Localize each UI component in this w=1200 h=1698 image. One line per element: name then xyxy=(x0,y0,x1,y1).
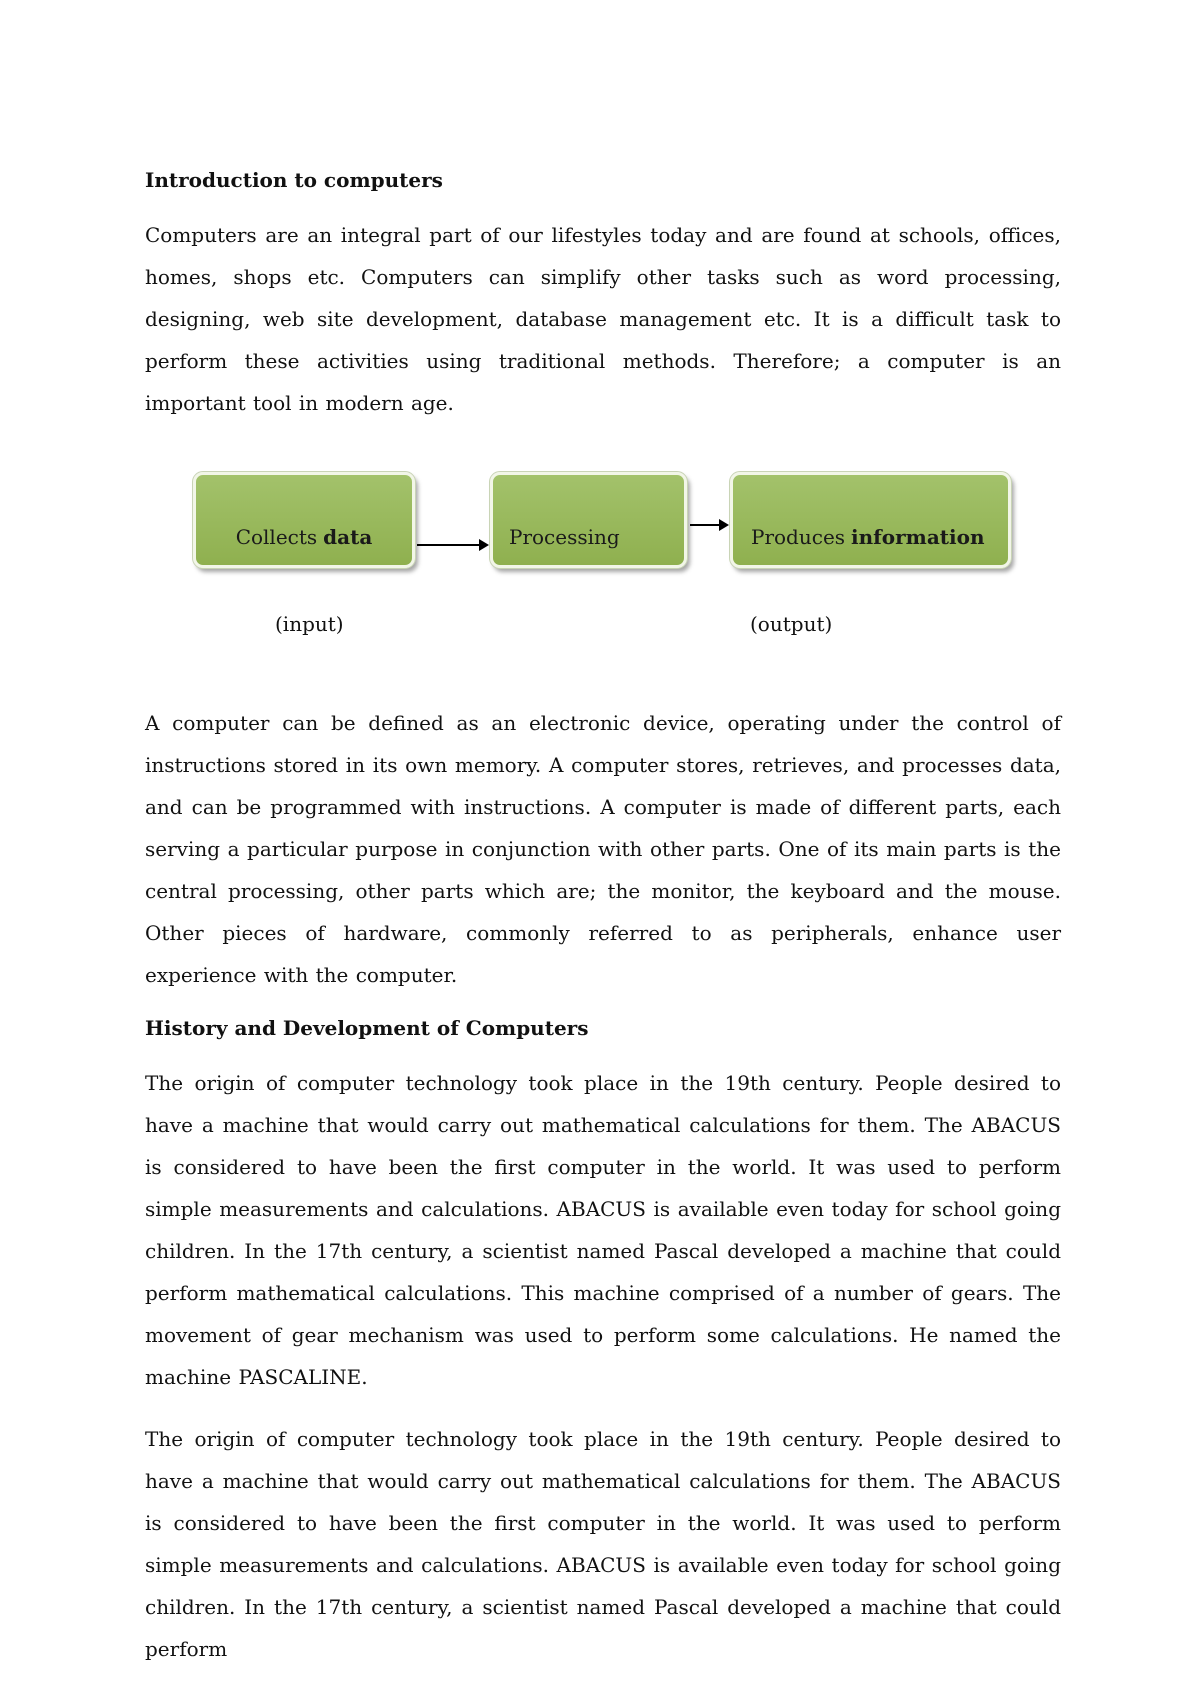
definition-paragraph: A computer can be defined as an electronic device, operating under the control of instructions stored in its own memory. A computer stores, retrieves, and processes data, and can be programmed with instructions. A computer is made of different parts, each serving a particular purpose in conjunction with other parts. One of its main parts is the central processing, other parts which are; the monitor, the keyboard and the mouse. Other pieces of hardware, commonly referred to as peripherals, enhance user experience with the computer. xyxy=(145,711,1061,987)
processing-label: Processing xyxy=(509,525,620,549)
section-title-introduction: Introduction to computers xyxy=(145,168,443,192)
information-label: information xyxy=(851,525,985,549)
arrow-right-icon xyxy=(417,544,487,546)
intro-paragraph: Computers are an integral part of our lifestyles today and are found at schools, offices, homes, shops etc. Computers can simplify other tasks such as word processing, designing, web site development, database management etc. It is a difficult task to perform these activities using traditional methods. Therefore; a computer is an important tool in modern age. xyxy=(145,223,1061,415)
computer-flow-diagram xyxy=(145,472,1061,672)
history-paragraph-1: The origin of computer technology took place in the 19th century. People desired to have a machine that would carry out mathematical calculations for them. The ABACUS is considered to have been the first computer in the world. It was used to perform simple measurements and calculations. ABACUS is available even today for school going children. In the 17th century, a scientist named Pascal developed a machine that could perform mathematical calculations. This machine comprised of a number of gears. The movement of gear mechanism was used to perform some calculations. He named the machine PASCALINE. xyxy=(145,1071,1061,1389)
collects-label: Collects xyxy=(235,525,318,549)
section-title-history: History and Development of Computers xyxy=(145,1016,589,1040)
produces-label: Produces xyxy=(751,525,846,549)
processing-box xyxy=(490,472,687,568)
document-page xyxy=(145,150,1061,1690)
collects-data-box xyxy=(193,472,415,568)
produces-information-box xyxy=(730,472,1011,568)
input-caption: (input) xyxy=(275,612,344,636)
history-paragraph-2: The origin of computer technology took place in the 19th century. People desired to have a machine that would carry out mathematical calculations for them. The ABACUS is considered to have been the first computer in the world. It was used to perform simple measurements and calculations. ABACUS is available even today for school going children. In the 17th century, a scientist named Pascal developed a machine that could perform xyxy=(145,1427,1061,1661)
data-label: data xyxy=(323,525,373,549)
output-caption: (output) xyxy=(750,612,833,636)
arrow-right-icon xyxy=(690,524,727,526)
